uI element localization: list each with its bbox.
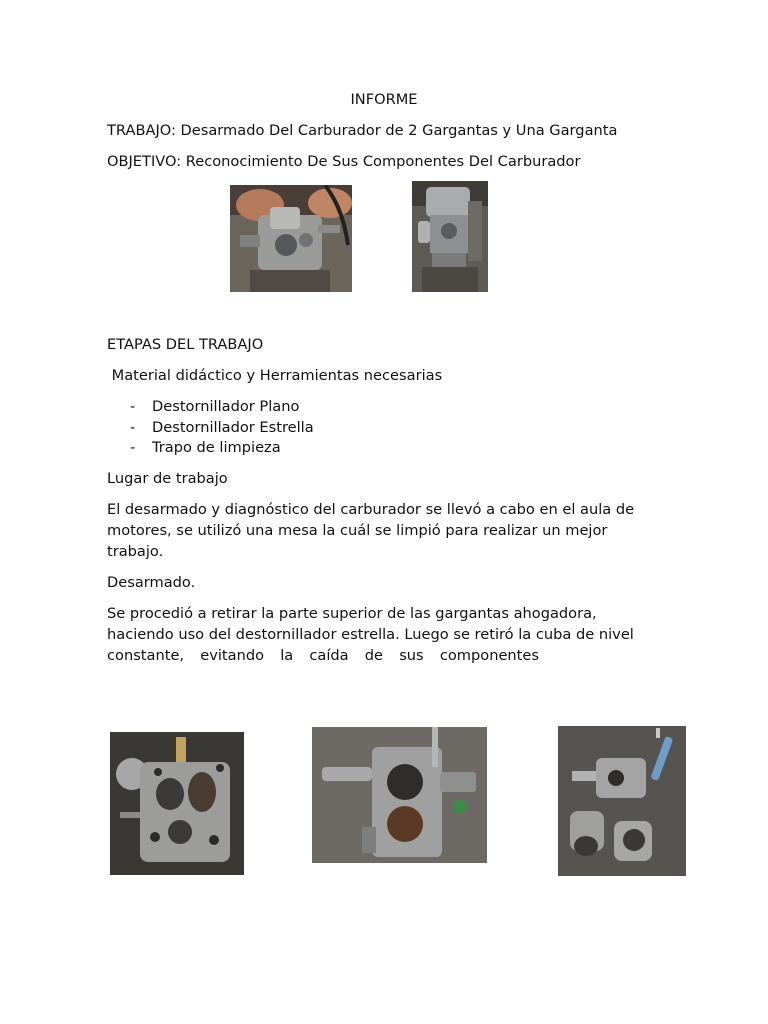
paragraph-word: la	[280, 647, 294, 664]
lugar-heading: Lugar de trabajo	[107, 470, 228, 487]
lugar-paragraph-line: trabajo.	[107, 543, 164, 560]
list-bullet: -	[130, 398, 136, 415]
trabajo-line: TRABAJO: Desarmado Del Carburador de 2 Gargantas y Una Garganta	[107, 122, 618, 139]
list-bullet: -	[130, 419, 136, 436]
throttle-body-photo	[312, 727, 487, 863]
list-item: Destornillador Estrella	[152, 419, 314, 436]
lugar-paragraph-line: motores, se utilizó una mesa la cuál se limpió para realizar un mejor	[107, 522, 608, 539]
paragraph-word: caída	[309, 647, 349, 664]
list-item: Destornillador Plano	[152, 398, 300, 415]
carburetor-in-hands-photo	[230, 185, 352, 292]
desarmado-heading: Desarmado.	[107, 574, 196, 591]
desarmado-paragraph-line: haciendo uso del destornillador estrella. Luego se retiró la cuba de nivel	[107, 626, 634, 643]
desarmado-paragraph-line	[107, 646, 539, 666]
paragraph-word: constante,	[107, 647, 185, 664]
etapas-heading: ETAPAS DEL TRABAJO	[107, 336, 264, 353]
paragraph-word: sus	[399, 647, 424, 664]
paragraph-word: componentes	[439, 647, 539, 664]
list-bullet: -	[130, 439, 136, 456]
objetivo-line: OBJETIVO: Reconocimiento De Sus Componentes Del Carburador	[107, 153, 581, 170]
desarmado-paragraph-line: Se procedió a retirar la parte superior de las gargantas ahogadora,	[107, 605, 597, 622]
carburetor-body-photo	[110, 732, 244, 875]
carburetor-upright-photo	[412, 181, 488, 292]
lugar-paragraph-line: El desarmado y diagnóstico del carburador se llevó a cabo en el aula de	[107, 501, 635, 518]
list-item: Trapo de limpieza	[152, 439, 281, 456]
disassembled-parts-photo	[558, 726, 686, 876]
material-heading: Material didáctico y Herramientas necesarias	[107, 367, 443, 384]
paragraph-word: de	[364, 647, 384, 664]
document-title: INFORME	[350, 91, 418, 108]
paragraph-word: evitando	[200, 647, 265, 664]
